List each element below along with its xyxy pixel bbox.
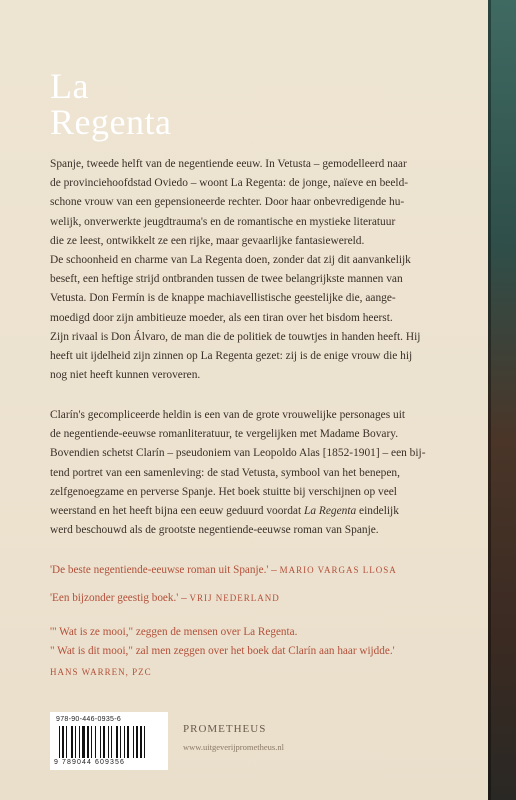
review-quote-3-line-1: '" Wat is ze mooi," zeggen de mensen over La Regenta.: [50, 626, 298, 638]
quote-text: 'Een bijzonder geestig boek.' –: [50, 592, 190, 604]
barcode-bar: [59, 726, 60, 758]
barcode-bar: [127, 726, 129, 758]
barcode-bar: [136, 726, 138, 758]
text-line: de negentiende-eeuwse romanliteratuur, te vergelijken met Madame Bovary.: [50, 428, 399, 441]
barcode-bar: [71, 726, 73, 758]
barcode-bar: [87, 726, 89, 758]
isbn-barcode: [50, 712, 168, 770]
text-segment: weerstand en het heeft bijna een eeuw geduurd voordat: [50, 505, 302, 518]
text-line: tend portret van een samenleving: de stad Vetusta, symbool van het benepen,: [50, 466, 400, 479]
text-line: Clarín's gecompliceerde heldin is een van de grote vrouwelijke personages uit: [50, 409, 406, 421]
quote-source: VRIJ NEDERLAND: [189, 593, 280, 603]
barcode-bar: [124, 726, 125, 758]
text-line: zelfgenoegzame en perverse Spanje. Het boek stuitte bij verschijnen op veel: [50, 485, 397, 498]
text-line: heeft uit ijdelheid zijn zinnen op La Regenta gezet: zij is de enige vrouw die hij: [50, 350, 413, 363]
review-quote-2: [50, 592, 280, 604]
book-title: [50, 68, 171, 140]
barcode-bar: [91, 726, 92, 758]
text-line: welijk, onverwerkte jeugdtrauma's en de romantische en mystieke literatuur: [50, 215, 396, 228]
text-line: Vetusta. Don Fermín is de knappe machiavellistische geestelijke die, aange-: [50, 292, 396, 305]
barcode-bar: [62, 726, 64, 758]
text-line: [50, 502, 460, 521]
text-line: Spanje, tweede helft van de negentiende eeuw. In Vetusta – gemodelleerd naar: [50, 158, 407, 170]
text-line: die ze leest, ontwikkelt ze een rijke, maar gevaarlijke fantasiewereld.: [50, 234, 365, 247]
text-line: schone vrouw van een gepensioneerde rechter. Door haar onbevredigende hu-: [50, 196, 405, 209]
barcode-bar: [116, 726, 118, 758]
barcode-bar: [95, 726, 96, 758]
barcode-bar: [133, 726, 134, 758]
text-segment: eindelijk: [356, 505, 399, 518]
text-line: de provinciehoofdstad Oviedo – woont La Regenta: de jonge, naïeve en beeld-: [50, 177, 409, 190]
barcode-bar: [111, 726, 112, 758]
text-line: De schoonheid en charme van La Regenta doen, zonder dat zij dit aanvankelijk: [50, 254, 411, 267]
book-title-italic: La Regenta: [303, 505, 357, 518]
text-line: werd beschouwd als de grootste negentiende-eeuwse roman van Spanje.: [50, 524, 379, 537]
barcode-bars: [59, 726, 159, 758]
quote-source: MARIO VARGAS LLOSA: [279, 565, 397, 575]
ean-digits: 9 789044 609356: [54, 759, 125, 766]
book-spine-edge: [488, 0, 516, 800]
barcode-bar: [140, 726, 142, 758]
text-line: nog niet heeft kunnen veroveren.: [50, 369, 201, 382]
quote-text: 'De beste negentiende-eeuwse roman uit Spanje.' –: [50, 564, 280, 576]
barcode-bar: [103, 726, 105, 758]
isbn-number: 978-90-446-0935-6: [56, 716, 122, 723]
barcode-bar: [79, 726, 80, 758]
review-quote-3-source: HANS WARREN, PZC: [50, 667, 152, 677]
barcode-bar: [120, 726, 121, 758]
text-line: moedigd door zijn ambitieuze moeder, als een tiran over het bisdom heerst.: [50, 311, 393, 324]
title-line: Regenta: [50, 102, 172, 142]
publisher-url: www.uitgeverijprometheus.nl: [183, 742, 284, 752]
title-line: La: [50, 66, 89, 106]
barcode-bar: [82, 726, 85, 758]
text-line: beseft, een heftige strijd ontbranden tussen de twee belangrijkste mannen van: [50, 273, 403, 286]
barcode-bar: [144, 726, 145, 758]
blurb-paragraph-2: [50, 406, 460, 540]
text-line: Zijn rivaal is Don Álvaro, de man die de politiek de touwtjes in handen heeft. Hij: [50, 330, 421, 343]
barcode-bar: [75, 726, 76, 758]
review-quote-1: [50, 564, 397, 576]
text-line: Bovendien schetst Clarín – pseudoniem van Leopoldo Alas [1852-1901] – een bij-: [50, 447, 426, 460]
review-quote-3-line-2: " Wat is dit mooi," zal men zeggen over het boek dat Clarín aan haar wijdde.': [50, 645, 395, 657]
barcode-bar: [66, 726, 67, 758]
blurb-paragraph-1: [50, 155, 460, 385]
publisher-logo: PROMETHEUS: [183, 723, 267, 735]
barcode-bar: [108, 726, 109, 758]
barcode-bar: [100, 726, 101, 758]
